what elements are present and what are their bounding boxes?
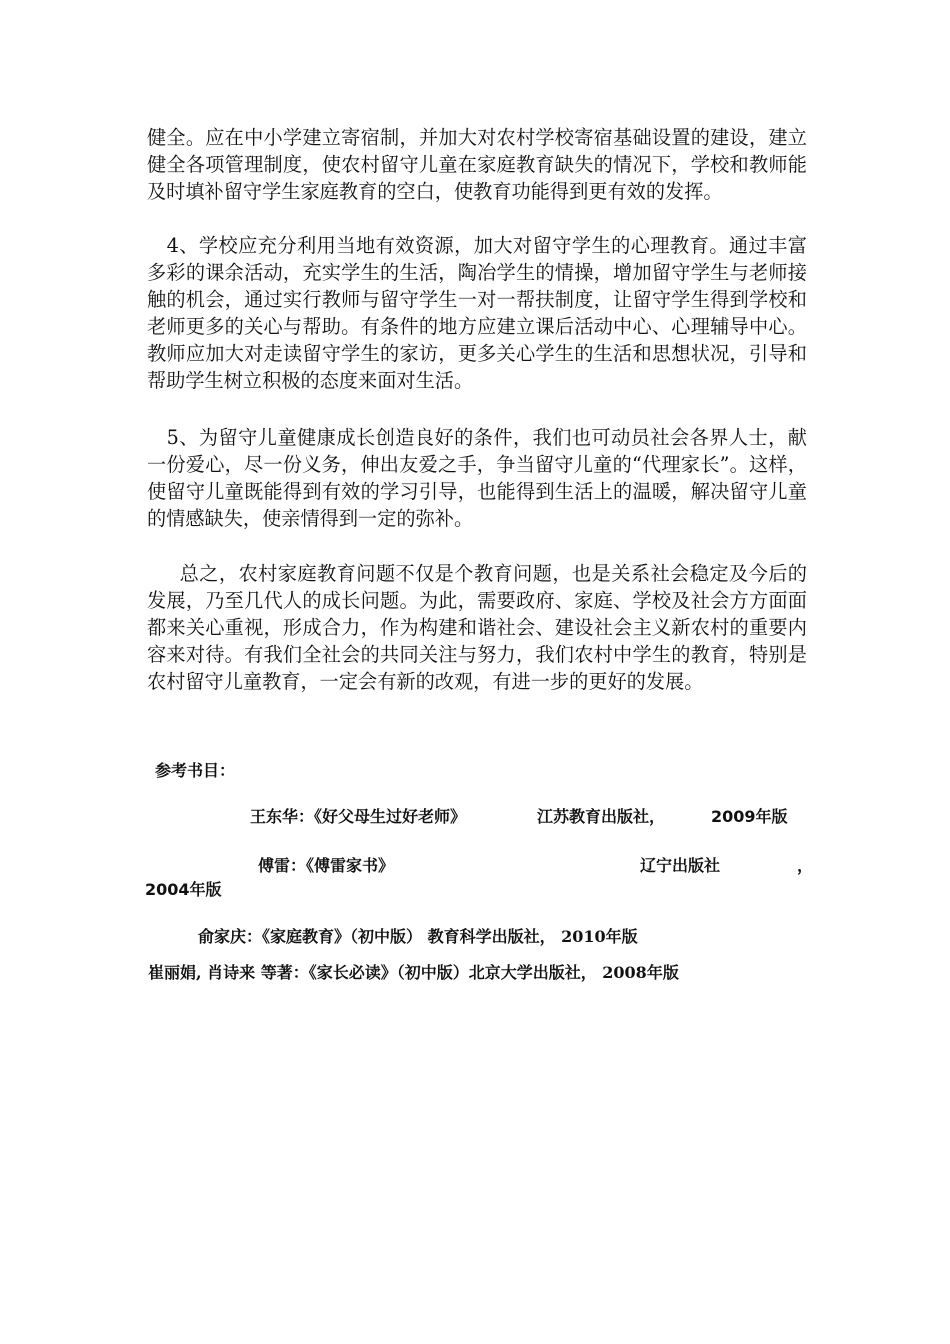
body-paragraph-4: 总之，农村家庭教育问题不仅是个教育问题，也是关系社会稳定及今后的发展，乃至几代人的成长问题。为此，需要政府、家庭、学校及社会方方面面都来关心重视，形成合力，作为构建和谐社会、建设社会主义新农村的重要内容来对待。有我们全社会的共同关注与努力，我们农村中学生的教育，特别是农村留守儿童教育，一定会有新的改观，有进一步的更好的发展。 (147, 562, 807, 693)
reference-1-publisher: 江苏教育出版社， (537, 807, 666, 826)
reference-3: 俞家庆：《家庭教育》（初中版） 教育科学出版社， 2010年版 (198, 927, 638, 946)
reference-4: 崔丽娟, 肖诗来 等著：《家长必读》（初中版）北京大学出版社， 2008年版 (148, 963, 679, 982)
body-paragraph-1: 健全。应在中小学建立寄宿制，并加大对农村学校寄宿基础设置的建设，建立健全各项管理制度，使农村留守儿童在家庭教育缺失的情况下，学校和教师能及时填补留守学生家庭教育的空白，使教育功能得到更有效的发挥。 (147, 126, 807, 203)
body-paragraph-2: 4、学校应充分利用当地有效资源，加大对留守学生的心理教育。通过丰富多彩的课余活动，充实学生的生活，陶冶学生的情操，增加留守学生与老师接触的机会，通过实行教师与留守学生一对一帮扶制度，让留守学生得到学校和老师更多的关心与帮助。有条件的地方应建立课后活动中心、心理辅导中心。教师应加大对走读留守学生的家访，更多关心学生的生活和思想状况，引导和帮助学生树立积极的态度来面对生活。 (147, 234, 807, 392)
reference-2-comma: ， (797, 856, 814, 875)
reference-2-title: 傅雷：《傅雷家书》 (258, 856, 395, 875)
reference-2-publisher: 辽宁出版社 (640, 856, 721, 875)
reference-2-year: 2004年版 (145, 880, 222, 899)
body-paragraph-3: 5、为留守儿童健康成长创造良好的条件，我们也可动员社会各界人士，献一份爱心，尽一份义务，伸出友爱之手，争当留守儿童的“代理家长”。这样，使留守儿童既能得到有效的学习引导，也能得到生活上的温暖，解决留守儿童的情感缺失，使亲情得到一定的弥补。 (147, 426, 807, 530)
references-heading: 参考书目： (155, 761, 236, 780)
reference-1-year: 2009年版 (711, 807, 788, 826)
reference-1-title: 王东华：《好父母生过好老师》 (250, 807, 467, 826)
